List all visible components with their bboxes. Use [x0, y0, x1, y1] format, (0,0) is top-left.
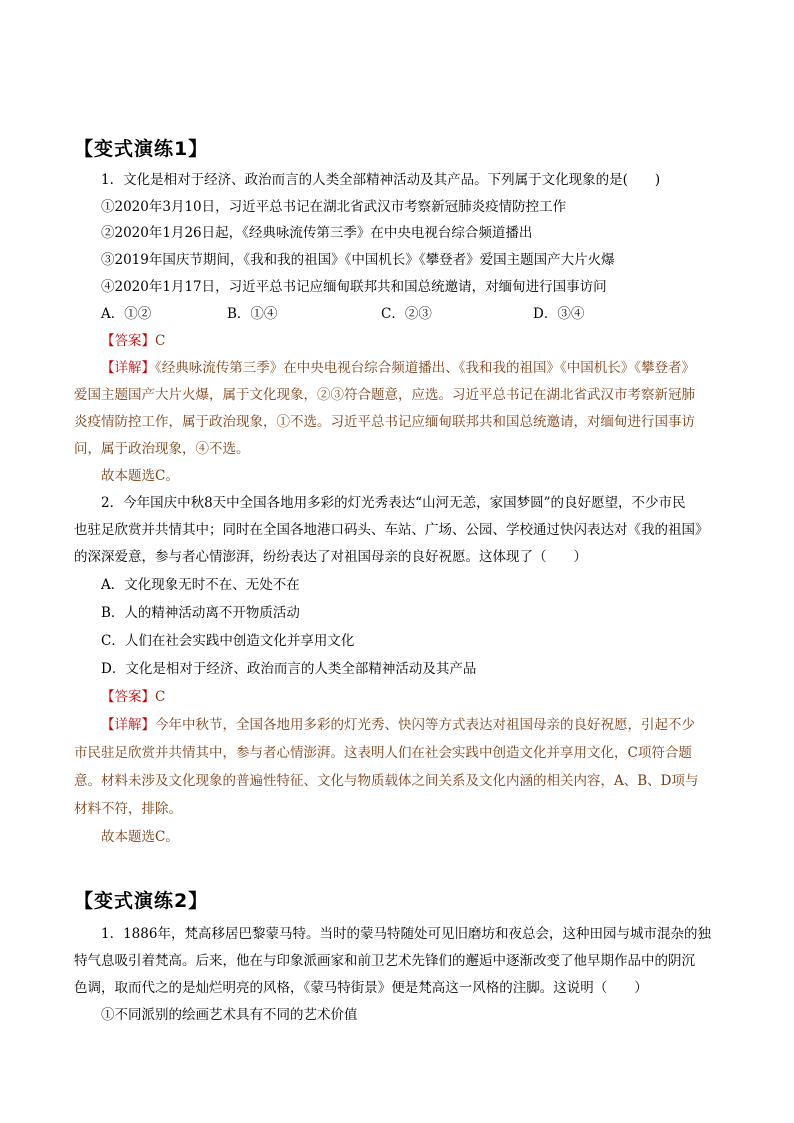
question-2-stem-line-3: 的深深爱意，参与者心情澎湃，纷纷表达了对祖国母亲的良好祝愿。这体现了（ ） [74, 549, 587, 565]
option-c: C．②③ [381, 306, 432, 322]
question-1-stem: 1．文化是相对于经济、政治而言的人类全部精神活动及其产品。下列属于文化现象的是( ) [101, 172, 661, 188]
question-2-option-b: B．人的精神活动离不开物质活动 [101, 605, 300, 621]
question-1-answer [101, 332, 761, 350]
section2-question-1-item-1: ①不同派别的绘画艺术具有不同的艺术价值 [101, 1007, 358, 1023]
question-2-option-a: A．文化现象无时不在、无处不在 [101, 577, 300, 593]
question-2-stem-line-2: 也驻足欣赏并共情其中；同时在全国各地港口码头、车站、广场、公园、学校通过快闪表达对《我的祖国》 [74, 522, 709, 538]
question-1-detail-line-3: 炎疫情防控工作，属于政治现象，①不选。习近平总书记应缅甸联邦共和国总统邀请，对缅甸进行国事访 [74, 414, 695, 430]
question-2-stem-line-1: 2．今年国庆中秋8天中全国各地用多彩的灯光秀表达“山河无恙，家国梦圆”的良好愿望，不少市民 [101, 495, 686, 511]
detail-tag: 【详解】 [101, 360, 155, 376]
question-1-detail-line-1 [101, 359, 761, 377]
question-2-detail-line-1 [101, 716, 761, 734]
question-2-option-d: D．文化是相对于经济、政治而言的人类全部精神活动及其产品 [101, 661, 477, 677]
question-2-option-c: C．人们在社会实践中创造文化并享用文化 [101, 633, 355, 649]
question-1-conclusion: 故本题选C。 [101, 468, 179, 484]
answer-tag: 【答案】 [101, 333, 155, 349]
detail-text: 今年中秋节，全国各地用多彩的灯光秀、快闪等方式表达对祖国母亲的良好祝愿，引起不少 [155, 717, 695, 733]
section-title-1: 【变式演练1】 [74, 138, 209, 160]
question-1-detail-line-4: 问，属于政治现象，④不选。 [74, 441, 250, 457]
question-2-detail-line-2: 市民驻足欣赏并共情其中，参与者心情澎湃。这表明人们在社会实践中创造文化并享用文化，C项符合题 [74, 745, 692, 761]
question-2-conclusion: 故本题选C。 [101, 829, 179, 845]
option-a: A．①② [101, 306, 152, 322]
option-b: B．①④ [227, 306, 278, 322]
answer-tag: 【答案】 [101, 689, 155, 705]
section2-question-1-stem-line-3: 色调，取而代之的是灿烂明亮的风格，《蒙马特街景》便是梵高这一风格的注脚。这说明（ ） [74, 980, 648, 996]
section2-question-1-stem-line-2: 特气息吸引着梵高。后来，他在与印象派画家和前卫艺术先锋们的邂逅中逐渐改变了他早期作品中的阴沉 [74, 953, 695, 969]
section-title-2: 【变式演练2】 [74, 890, 209, 912]
question-2-detail-line-3: 意。材料未涉及文化现象的普遍性特征、文化与物质载体之间关系及文化内涵的相关内容，A、B、D项与 [74, 773, 699, 789]
question-1-item-4: ④2020年1月17日，习近平总书记应缅甸联邦共和国总统邀请，对缅甸进行国事访问 [101, 279, 607, 295]
answer-value: C [155, 333, 166, 349]
question-2-detail-line-4: 材料不符，排除。 [74, 801, 182, 817]
question-1-item-3: ③2019年国庆节期间，《我和我的祖国》《中国机长》《攀登者》爱国主题国产大片火爆 [101, 252, 615, 268]
detail-text: 《经典咏流传第三季》在中央电视台综合频道播出、《我和我的祖国》《中国机长》《攀登者》 [155, 360, 695, 376]
question-1-detail-line-2: 爱国主题国产大片火爆，属于文化现象，②③符合题意，应选。习近平总书记在湖北省武汉市考察新冠肺 [74, 387, 695, 403]
answer-value: C [155, 689, 166, 705]
question-1-item-1: ①2020年3月10日，习近平总书记在湖北省武汉市考察新冠肺炎疫情防控工作 [101, 199, 567, 215]
option-d: D．③④ [533, 306, 585, 322]
question-1-item-2: ②2020年1月26日起，《经典咏流传第三季》在中央电视台综合频道播出 [101, 225, 533, 241]
section2-question-1-stem-line-1: 1．1886年，梵高移居巴黎蒙马特。当时的蒙马特随处可见旧磨坊和夜总会，这种田园与城市混杂的独 [101, 926, 711, 942]
question-2-answer [101, 688, 761, 706]
detail-tag: 【详解】 [101, 717, 155, 733]
